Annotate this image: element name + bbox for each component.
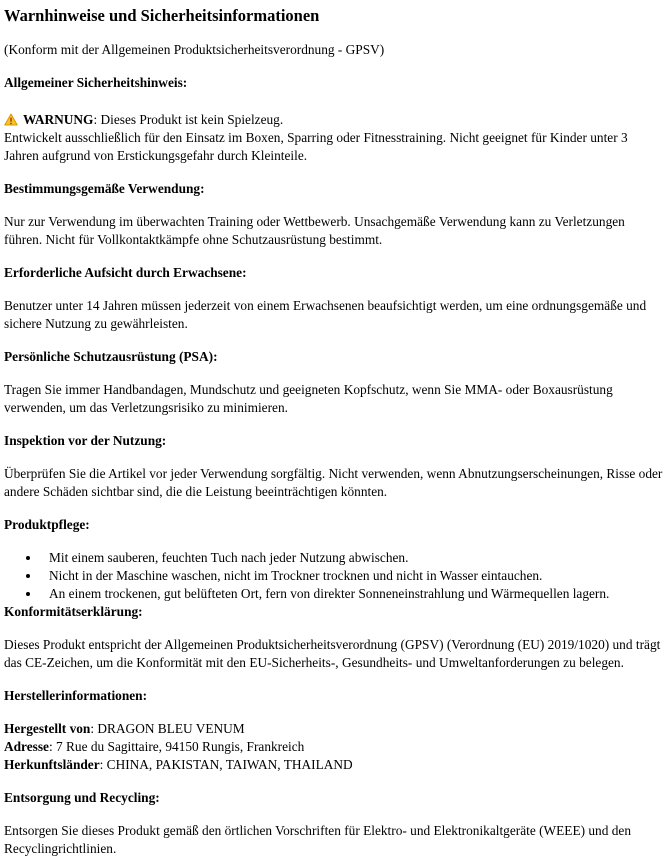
page-title: Warnhinweise und Sicherheitsinformationen [4,6,320,25]
warning-paragraph [4,111,663,165]
section-heading-adult-supervision: Erforderliche Aufsicht durch Erwachsene: [4,265,247,280]
section-heading-disposal: Entsorgung und Recycling: [4,790,160,805]
manufacturer-info [4,720,663,774]
origin-label: Herkunftsländer [4,757,100,772]
adult-supervision-body: Benutzer unter 14 Jahren müssen jederzeit von einem Erwachsenen beaufsichtigt werden, um eine ordnungsgemäße und sichere Nutzung zu gewährleisten. [4,298,647,331]
section-heading-intended-use: Bestimmungsgemäße Verwendung: [4,181,205,196]
care-list [4,549,663,603]
warning-icon [4,113,18,126]
general-safety-body: Entwickelt ausschließlich für den Einsatz im Boxen, Sparring oder Fitnesstraining. Nicht geeignet für Kinder unter 3 Jahren aufgrund von Erstickungsgefahr durch Kleinteile. [4,130,628,163]
warning-exclamation-bar [10,118,11,122]
disposal-body: Entsorgen Sie dieses Produkt gemäß den örtlichen Vorschriften für Elektro- und Elektronikaltgeräte (WEEE) und den Recyclingrichtlinien. [4,823,631,856]
section-heading-care: Produktpflege: [4,517,90,532]
section-heading-inspection: Inspektion vor der Nutzung: [4,433,167,448]
section-heading-general-safety: Allgemeiner Sicherheitshinweis: [4,75,188,90]
address-value: : 7 Rue du Sagittaire, 94150 Rungis, Frankreich [48,739,305,754]
made-by-value: : DRAGON BLEU VENUM [90,721,245,736]
warning-exclamation-dot [10,123,12,125]
inspection-body: Überprüfen Sie die Artikel vor jeder Verwendung sorgfältig. Nicht verwenden, wenn Abnutzungserscheinungen, Risse oder andere Schäden sichtbar sind, die die Leistung beeinträchtigen könnten. [4,466,663,499]
section-heading-conformity: Konformitätserklärung: [4,604,143,619]
intended-use-body: Nur zur Verwendung im überwachten Training oder Wettbewerb. Unsachgemäße Verwendung kann zu Verletzungen führen. Nicht für Vollkontaktkämpfe ohne Schutzausrüstung bestimmt. [4,214,625,247]
section-heading-manufacturer: Herstellerinformationen: [4,688,148,703]
conformity-body: Dieses Produkt entspricht der Allgemeinen Produktsicherheitsverordnung (GPSV) (Verordnung (EU) 2019/1020) und trägt das CE-Zeichen, um die Konformität mit den EU-Sicherheits-, Gesundheits- und Umweltanforderungen zu belegen. [4,637,661,670]
made-by-label: Hergestellt von [4,721,91,736]
ppe-body: Tragen Sie immer Handbandagen, Mundschutz und geeigneten Kopfschutz, wenn Sie MMA- oder Boxausrüstung verwenden, um das Verletzungsrisiko zu minimieren. [4,382,613,415]
origin-value: : CHINA, PAKISTAN, TAIWAN, THAILAND [99,757,353,772]
address-label: Adresse [4,739,49,754]
care-list-item: • Nicht in der Maschine waschen, nicht im Trockner trocknen und nicht in Wasser eintauchen. [41,567,663,585]
subtitle: (Konform mit der Allgemeinen Produktsicherheitsverordnung - GPSV) [4,42,385,57]
warning-label: WARNUNG [23,112,94,127]
care-list-item: • An einem trockenen, gut belüfteten Ort, fern von direkter Sonneneinstrahlung und Wärmequellen lagern. [41,585,663,603]
care-list-item: • Mit einem sauberen, feuchten Tuch nach jeder Nutzung abwischen. [41,549,663,567]
warning-text: : Dieses Produkt ist kein Spielzeug. [93,112,284,127]
section-heading-ppe: Persönliche Schutzausrüstung (PSA): [4,349,218,364]
